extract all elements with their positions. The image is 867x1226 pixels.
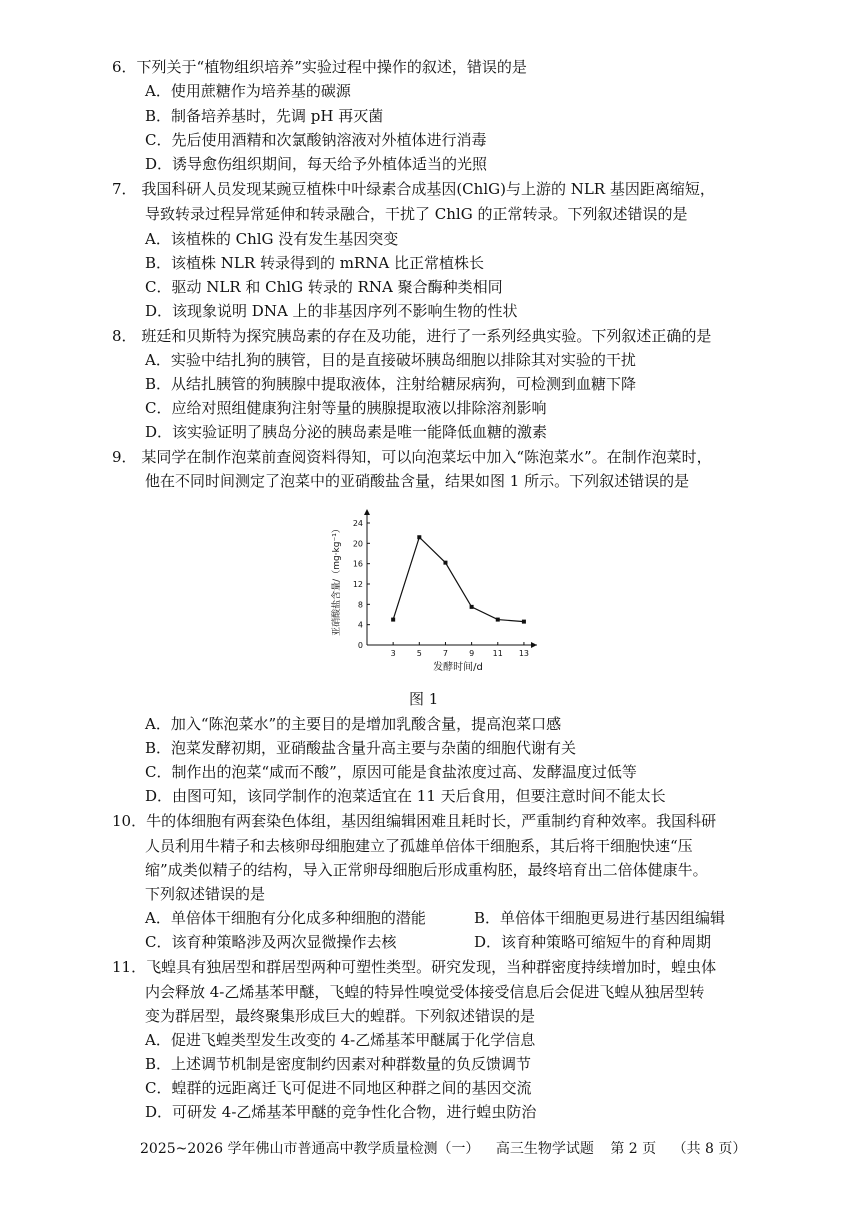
question-7-stem-line-2: 导致转录过程异常延伸和转录融合，干扰了 ChlG 的正常转录。下列叙述错误的是 bbox=[145, 205, 688, 223]
footer-total-pages: （共 8 页） bbox=[672, 1141, 747, 1157]
x-tick-label: 3 bbox=[390, 649, 396, 658]
question-6-option-a: A．使用蔗糖作为培养基的碳源 bbox=[145, 82, 351, 100]
question-11-option-a: A．促进飞蝗类型发生改变的 4-乙烯基苯甲醚属于化学信息 bbox=[145, 1031, 536, 1049]
y-tick-label: 0 bbox=[357, 641, 363, 650]
question-8-option-a: A．实验中结扎狗的胰管，目的是直接破坏胰岛细胞以排除其对实验的干扰 bbox=[145, 351, 636, 369]
question-9-stem-line-1: 9． 某同学在制作泡菜前查阅资料得知，可以向泡菜坛中加入“陈泡菜水”。在制作泡菜时， bbox=[112, 448, 712, 466]
y-tick-label: 4 bbox=[357, 620, 363, 630]
question-10-stem-line-3: 缩”成类似精子的结构，导入正常卵母细胞后形成重构胚，最终培育出二倍体健康牛。 bbox=[145, 861, 708, 879]
question-10-stem-line-2: 人员利用牛精子和去核卵母细胞建立了孤雄单倍体干细胞系，其后将干细胞快速“压 bbox=[145, 837, 693, 855]
footer-subject: 高三生物学试题 bbox=[495, 1141, 594, 1157]
question-11-stem-line-3: 变为群居型，最终聚集形成巨大的蝗群。下列叙述错误的是 bbox=[145, 1007, 536, 1025]
page-footer bbox=[140, 1138, 758, 1158]
question-7-option-a: A．该植株的 ChlG 没有发生基因突变 bbox=[145, 230, 399, 248]
question-10-option-b: B．单倍体干细胞更易进行基因组编辑 bbox=[474, 909, 726, 927]
question-9-stem-line-2: 他在不同时间测定了泡菜中的亚硝酸盐含量，结果如图 1 所示。下列叙述错误的是 bbox=[145, 472, 690, 490]
question-6-option-d: D．诱导愈伤组织期间，每天给予外植体适当的光照 bbox=[145, 155, 488, 173]
data-point bbox=[496, 618, 500, 622]
question-10-option-c: C．该育种策略涉及两次显微操作去核 bbox=[145, 933, 397, 951]
question-8-option-d: D．该实验证明了胰岛分泌的胰岛素是唯一能降低血糖的激素 bbox=[145, 423, 548, 441]
x-tick-label: 7 bbox=[442, 649, 449, 658]
question-11-stem-line-2: 内会释放 4-乙烯基苯甲醚，飞蝗的特异性嗅觉受体接受信息后会促进飞蝗从独居型转 bbox=[145, 983, 705, 1001]
footer-exam-title: 2025~2026 学年佛山市普通高中教学质量检测（一） bbox=[140, 1141, 480, 1157]
question-9-option-d: D．由图可知，该同学制作的泡菜适宜在 11 天后食用，但要注意时间不能太长 bbox=[145, 787, 666, 805]
x-tick-label: 13 bbox=[518, 649, 530, 658]
question-6-option-b: B．制备培养基时，先调 pH 再灭菌 bbox=[145, 107, 384, 125]
question-11-option-b: B．上述调节机制是密度制约因素对种群数量的负反馈调节 bbox=[145, 1055, 532, 1073]
y-tick-label: 24 bbox=[352, 519, 363, 528]
question-8-stem: 8． 班廷和贝斯特为探究胰岛素的存在及功能，进行了一系列经典实验。下列叙述正确的是 bbox=[112, 327, 712, 345]
y-tick-label: 8 bbox=[357, 600, 363, 610]
data-point bbox=[391, 618, 395, 622]
y-tick-label: 16 bbox=[352, 559, 363, 569]
x-tick-label: 11 bbox=[492, 649, 503, 658]
data-point bbox=[417, 535, 421, 539]
question-11-option-c: C．蝗群的远距离迁飞可促进不同地区种群之间的基因交流 bbox=[145, 1079, 532, 1097]
question-7-stem-line-1: 7． 我国科研人员发现某豌豆植株中叶绿素合成基因(ChlG)与上游的 NLR 基因距离缩短， bbox=[112, 180, 715, 198]
y-axis-arrow bbox=[364, 509, 370, 515]
question-10-option-d: D．该育种策略可缩短牛的育种周期 bbox=[474, 933, 712, 951]
question-10-option-a: A．单倍体干细胞有分化成多种细胞的潜能 bbox=[145, 909, 426, 927]
y-axis-label: 亚硝酸盐含量/（mg·kg⁻¹） bbox=[332, 524, 342, 636]
question-9-option-b: B．泡菜发酵初期，亚硝酸盐含量升高主要与杂菌的细胞代谢有关 bbox=[145, 739, 577, 757]
question-7-option-c: C．驱动 NLR 和 ChlG 转录的 RNA 聚合酶种类相同 bbox=[145, 278, 503, 296]
data-point bbox=[443, 561, 447, 565]
nitrite-content-chart bbox=[325, 505, 545, 685]
question-6-stem: 6．下列关于“植物组织培养”实验过程中操作的叙述，错误的是 bbox=[112, 58, 527, 76]
x-axis-label: 发酵时间/d bbox=[433, 662, 483, 673]
footer-page-number: 第 2 页 bbox=[610, 1141, 657, 1157]
figure-caption: 图 1 bbox=[409, 690, 439, 708]
question-11-stem-line-1: 11．飞蝗具有独居型和群居型两种可塑性类型。研究发现，当种群密度持续增加时，蝗虫体 bbox=[112, 958, 717, 976]
question-7-option-d: D．该现象说明 DNA 上的非基因序列不影响生物的性状 bbox=[145, 302, 518, 320]
data-point bbox=[470, 605, 474, 609]
y-tick-label: 20 bbox=[352, 539, 363, 549]
question-9-option-a: A．加入“陈泡菜水”的主要目的是增加乳酸含量，提高泡菜口感 bbox=[145, 715, 562, 733]
x-axis-arrow bbox=[531, 642, 537, 648]
question-8-option-c: C．应给对照组健康狗注射等量的胰腺提取液以排除溶剂影响 bbox=[145, 399, 547, 417]
question-8-option-b: B．从结扎胰管的狗胰腺中提取液体，注射给糖尿病狗，可检测到血糖下降 bbox=[145, 375, 637, 393]
question-10-stem-line-1: 10．牛的体细胞有两套染色体组，基因组编辑困难且耗时长，严重制约育种效率。我国科研 bbox=[112, 812, 717, 830]
x-tick-label: 9 bbox=[469, 649, 475, 658]
x-tick-label: 5 bbox=[416, 649, 422, 658]
question-10-stem-line-4: 下列叙述错误的是 bbox=[145, 885, 266, 903]
question-7-option-b: B．该植株 NLR 转录得到的 mRNA 比正常植株长 bbox=[145, 254, 484, 272]
y-tick-label: 12 bbox=[352, 580, 363, 589]
question-9-option-c: C．制作出的泡菜“咸而不酸”，原因可能是食盐浓度过高、发酵温度过低等 bbox=[145, 763, 637, 781]
series-line bbox=[393, 537, 524, 621]
question-11-option-d: D．可研发 4-乙烯基苯甲醚的竞争性化合物，进行蝗虫防治 bbox=[145, 1103, 537, 1121]
question-6-option-c: C．先后使用酒精和次氯酸钠溶液对外植体进行消毒 bbox=[145, 131, 487, 149]
data-point bbox=[522, 620, 526, 624]
